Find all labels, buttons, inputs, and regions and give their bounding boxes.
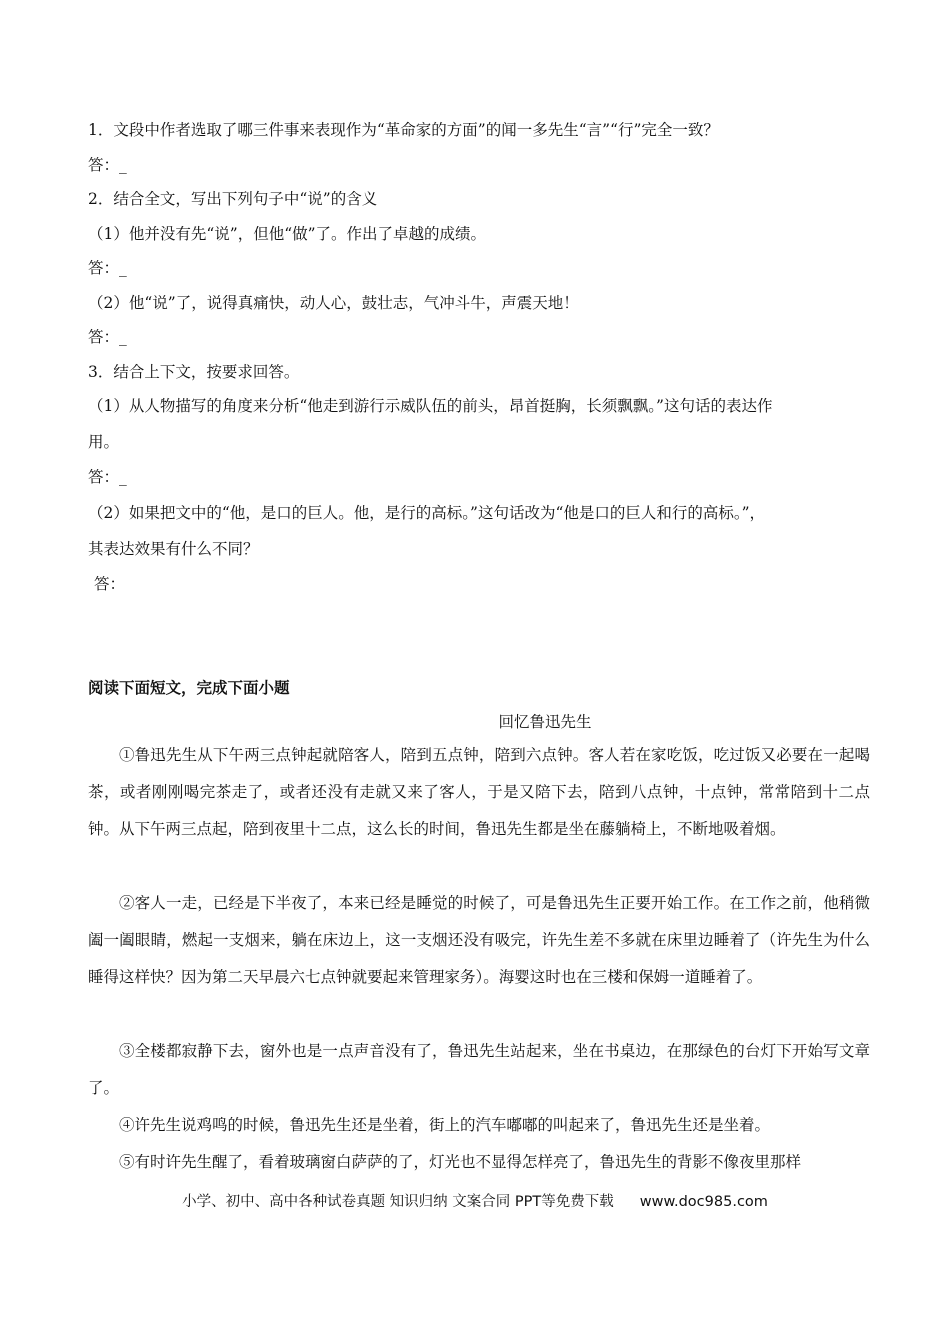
footer-url[interactable]: www.doc985.com (639, 1194, 768, 1210)
page-footer (0, 1192, 950, 1212)
reading-paragraph-5: ⑤有时许先生醒了，看着玻璃窗白萨萨的了，灯光也不显得怎样亮了，鲁迅先生的背影不像夜里那样 (119, 1153, 802, 1171)
reading-paragraph-1: ①鲁迅先生从下午两三点钟起就陪客人，陪到五点钟，陪到六点钟。客人若在家吃饭，吃过饭又必要在一起喝茶，或者刚刚喝完茶走了，或者还没有走就又来了客人，于是又陪下去，陪到八点钟，十点钟，常常陪到十二点钟。从下午两三点起，陪到夜里十二点，这么长的时间，鲁迅先生都是坐在藤躺椅上，不断地吸着烟。 (88, 746, 870, 838)
question-1: 1．文段中作者选取了哪三件事来表现作为“革命家的方面”的闻一多先生“言”“行”完全一致？ (88, 121, 719, 139)
question-3-1-line1: （1）从人物描写的角度来分析“他走到游行示威队伍的前头，昂首挺胸，长须飘飘。”这句话的表达作 (88, 397, 773, 415)
question-2-1: （1）他并没有先“说”，但他“做”了。作出了卓越的成绩。 (88, 225, 487, 243)
question-2-1-answer: 答：_ (88, 259, 127, 277)
reading-instruction: 阅读下面短文，完成下面小题 (88, 679, 290, 697)
reading-paragraph-4: ④许先生说鸡鸣的时候，鲁迅先生还是坐着，街上的汽车嘟嘟的叫起来了，鲁迅先生还是坐着。 (119, 1116, 771, 1134)
question-3-2-answer: 答： (94, 575, 126, 593)
question-3-2-line2: 其表达效果有什么不同？ (88, 540, 259, 558)
reading-title: 回忆鲁迅先生 (498, 713, 592, 731)
question-3-1-answer: 答：_ (88, 468, 127, 486)
reading-paragraph-3: ③全楼都寂静下去，窗外也是一点声音没有了，鲁迅先生站起来，坐在书桌边，在那绿色的台灯下开始写文章了。 (88, 1042, 870, 1097)
footer-text: 小学、初中、高中各种试卷真题 知识归纳 文案合同 PPT等免费下载 (182, 1194, 614, 1210)
question-2-2-answer: 答：_ (88, 328, 127, 346)
reading-paragraph-2: ②客人一走，已经是下半夜了，本来已经是睡觉的时候了，可是鲁迅先生正要开始工作。在工作之前，他稍微阖一阖眼睛，燃起一支烟来，躺在床边上，这一支烟还没有吸完，许先生差不多就在床里边睡着了（许先生为什么睡得这样快？因为第二天早晨六七点钟就要起来管理家务）。海婴这时也在三楼和保姆一道睡着了。 (88, 894, 870, 986)
question-2: 2．结合全文，写出下列句子中“说”的含义 (88, 190, 378, 208)
question-3: 3．结合上下文，按要求回答。 (88, 363, 300, 381)
question-1-answer: 答：_ (88, 156, 127, 174)
question-2-2: （2）他“说”了，说得真痛快，动人心，鼓壮志，气冲斗牛，声震天地！ (88, 294, 579, 312)
question-3-2-line1: （2）如果把文中的“他，是口的巨人。他，是行的高标。”这句话改为“他是口的巨人和行的高标。”， (88, 504, 766, 522)
question-3-1-line2: 用。 (88, 433, 120, 451)
